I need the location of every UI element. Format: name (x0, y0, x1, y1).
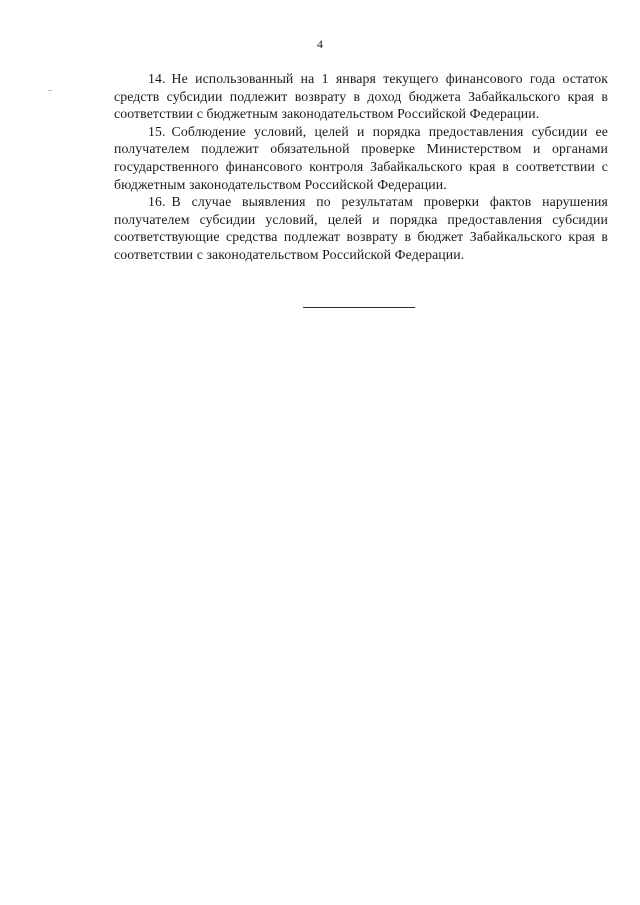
paragraph-number: 14. (148, 71, 166, 86)
paragraph-text: Не использованный на 1 января текущего финансового года остаток средств субсидии подлежит возврату в доход бюджета Забайкальского края в соответствии с бюджетным законодательством Российской Федерации. (114, 71, 608, 122)
paragraph-text: Соблюдение условий, целей и порядка предоставления субсидии ее получателем подлежит обязательной проверке Министерством и органами государственного финансового контроля Забайкальского края в соответствии с бюджетным законодательством Российской Федерации. (114, 123, 608, 192)
end-of-document-divider (303, 307, 415, 308)
margin-mark (48, 90, 52, 91)
paragraph-number: 16. (148, 194, 166, 210)
paragraph-14 (114, 70, 608, 123)
paragraph-15 (114, 123, 608, 193)
page-number: 4 (317, 37, 323, 51)
document-body (114, 70, 608, 264)
paragraph-text: В случае выявления по результатам проверки фактов нарушения получателем субсидии условий, целей и порядка предоставления субсидии соответствующие средства подлежат возврату в бюджет Забайкальского края в соответствии с законодательством Российской Федерации. (114, 194, 608, 262)
paragraph-number: 15. (148, 123, 166, 139)
paragraph-16 (114, 193, 608, 263)
